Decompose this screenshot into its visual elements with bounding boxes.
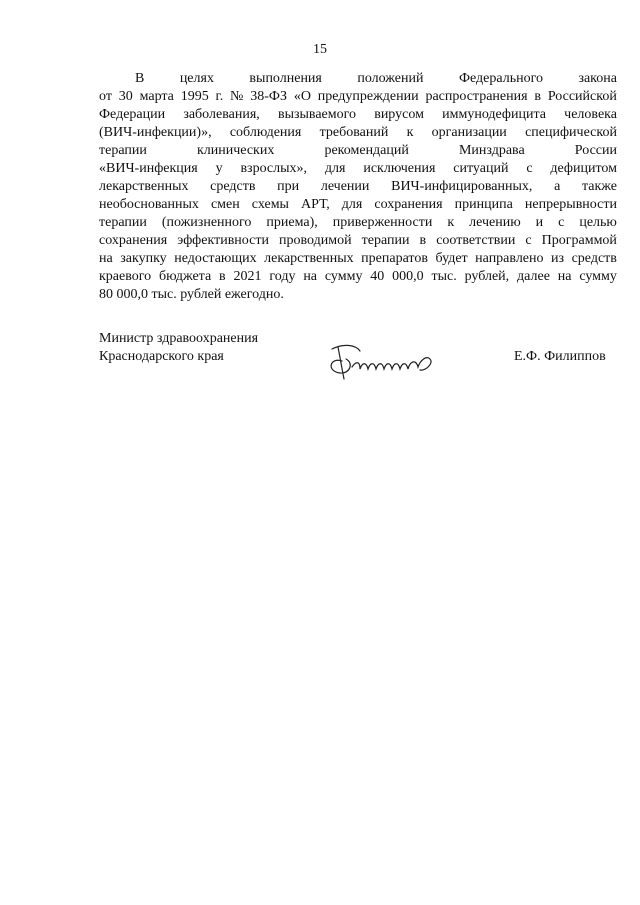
signatory-position-line-2: Краснодарского края	[99, 349, 224, 364]
body-line: терапии клинических рекомендаций Минздрава России	[99, 143, 617, 158]
body-line: 80 000,0 тыс. рублей ежегодно.	[99, 287, 284, 302]
body-line: (ВИЧ-инфекции)», соблюдения требований к организации специфической	[99, 125, 617, 140]
body-line: сохранения эффективности проводимой терапии в соответствии с Программой	[99, 233, 617, 248]
body-line: терапии (пожизненного приема), приверженности к лечению и с целью	[99, 215, 617, 230]
page-number: 15	[313, 42, 327, 57]
body-line: краевого бюджета в 2021 году на сумму 40 000,0 тыс. рублей, далее на сумму	[99, 269, 617, 284]
body-line: на закупку недостающих лекарственных препаратов будет направлено из средств	[99, 251, 617, 266]
signatory-name: Е.Ф. Филиппов	[514, 349, 606, 364]
handwritten-signature	[322, 337, 452, 383]
body-paragraph	[99, 70, 617, 304]
signatory-position	[99, 330, 258, 366]
signatory-position-line-1: Министр здравоохранения	[99, 331, 259, 346]
body-line: Федерации заболевания, вызываемого вирусом иммунодефицита человека	[99, 107, 617, 122]
body-line: необоснованных смен схемы АРТ, для сохранения принципа непрерывности	[99, 197, 617, 212]
body-line: от 30 марта 1995 г. № 38-ФЗ «О предупреждении распространения в Российской	[99, 89, 617, 104]
body-line: лекарственных средств при лечении ВИЧ-инфицированных, а также	[99, 179, 617, 194]
body-line: В целях выполнения положений Федерального закона	[135, 71, 617, 86]
body-line: «ВИЧ-инфекция у взрослых», для исключения ситуаций с дефицитом	[99, 161, 617, 176]
